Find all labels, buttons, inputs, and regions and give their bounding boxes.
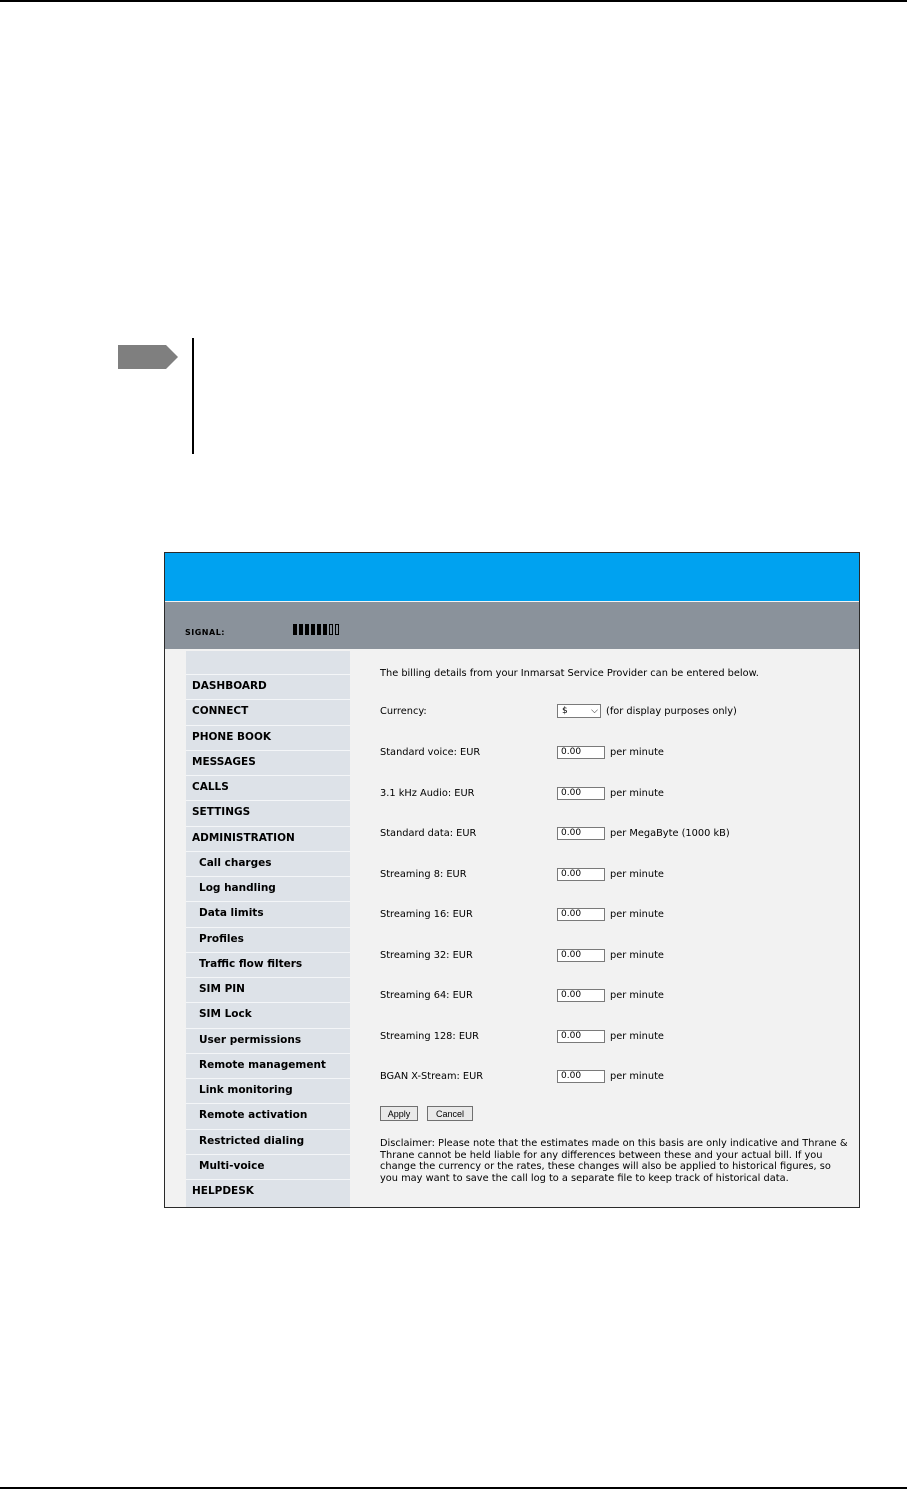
sidebar-item-sim-pin[interactable]: SIM PIN xyxy=(186,977,350,1001)
streaming-32-eur-unit: per minute xyxy=(610,949,664,961)
sidebar-nav xyxy=(186,651,350,1207)
sidebar-item-restricted-dialing[interactable]: Restricted dialing xyxy=(186,1129,350,1153)
bgan-x-stream-eur-label: BGAN X-Stream: EUR xyxy=(380,1071,484,1082)
sidebar-item-calls[interactable]: CALLS xyxy=(186,775,350,799)
signal-strength-meter xyxy=(293,624,339,635)
streaming-64-eur-label: Streaming 64: EUR xyxy=(380,990,473,1001)
signal-label: SIGNAL: xyxy=(185,628,225,637)
sidebar-item-link-monitoring[interactable]: Link monitoring xyxy=(186,1078,350,1102)
currency-select[interactable] xyxy=(557,704,601,718)
signal-segment xyxy=(335,624,339,635)
signal-segment xyxy=(293,624,297,635)
standard-data-eur-input[interactable]: 0.00 xyxy=(557,827,605,840)
standard-voice-eur-label: Standard voice: EUR xyxy=(380,747,481,758)
standard-data-eur-label: Standard data: EUR xyxy=(380,828,477,839)
header-banner xyxy=(165,553,859,601)
note-side-rule xyxy=(192,338,194,454)
streaming-32-eur-input[interactable]: 0.00 xyxy=(557,949,605,962)
standard-data-eur-unit: per MegaByte (1000 kB) xyxy=(610,828,730,839)
streaming-128-eur-input[interactable]: 0.00 xyxy=(557,1030,605,1043)
streaming-16-eur-input[interactable]: 0.00 xyxy=(557,908,605,921)
sidebar-item-user-permissions[interactable]: User permissions xyxy=(186,1028,350,1052)
streaming-8-eur-unit: per minute xyxy=(610,868,664,880)
signal-segment xyxy=(299,624,303,635)
currency-select-value: $ xyxy=(562,706,568,716)
streaming-16-eur-unit: per minute xyxy=(610,909,664,920)
streaming-64-eur-unit: per minute xyxy=(610,990,664,1001)
signal-segment xyxy=(311,624,315,635)
currency-note: (for display purposes only) xyxy=(606,706,737,717)
chevron-down-icon: ⌵ xyxy=(591,706,598,716)
bgan-x-stream-eur-input[interactable]: 0.00 xyxy=(557,1070,605,1083)
sidebar-item-settings[interactable]: SETTINGS xyxy=(186,800,350,824)
3-1-khz-audio-eur-unit: per minute xyxy=(610,787,664,799)
streaming-8-eur-label: Streaming 8: EUR xyxy=(380,868,467,880)
sidebar-item-profiles[interactable]: Profiles xyxy=(186,927,350,951)
currency-label: Currency: xyxy=(380,706,427,717)
sidebar-item-remote-activation[interactable]: Remote activation xyxy=(186,1103,350,1127)
intro-text: The billing details from your Inmarsat Service Provider can be entered below. xyxy=(380,668,759,679)
sidebar-item-administration[interactable]: ADMINISTRATION xyxy=(186,826,350,850)
note-arrow-icon xyxy=(118,345,178,369)
apply-button[interactable]: Apply xyxy=(380,1106,418,1121)
streaming-64-eur-input[interactable]: 0.00 xyxy=(557,989,605,1002)
bgan-x-stream-eur-unit: per minute xyxy=(610,1071,664,1082)
signal-bar xyxy=(165,602,859,649)
page-top-rule xyxy=(0,0,907,2)
signal-segment xyxy=(317,624,321,635)
signal-segment xyxy=(329,624,333,635)
sidebar-item-call-charges[interactable]: Call charges xyxy=(186,851,350,875)
standard-voice-eur-unit: per minute xyxy=(610,747,664,758)
streaming-128-eur-unit: per minute xyxy=(610,1030,664,1042)
sidebar-item-helpdesk[interactable]: HELPDESK xyxy=(186,1179,350,1203)
3-1-khz-audio-eur-input[interactable]: 0.00 xyxy=(557,787,605,800)
signal-segment xyxy=(305,624,309,635)
disclaimer-text: Disclaimer: Please note that the estimates made on this basis are only indicative and Thrane & Thrane cannot be held liable for any differences between these and your actual bill. If you change the currency or the rates, these changes will also be applied to historical figures, so you may want to save the call log to a separate file to keep track of historical data. xyxy=(380,1138,848,1184)
cancel-button[interactable]: Cancel xyxy=(427,1106,473,1121)
streaming-128-eur-label: Streaming 128: EUR xyxy=(380,1030,479,1042)
3-1-khz-audio-eur-label: 3.1 kHz Audio: EUR xyxy=(380,787,475,799)
sidebar-item-data-limits[interactable]: Data limits xyxy=(186,901,350,925)
sidebar-item-connect[interactable]: CONNECT xyxy=(186,699,350,723)
sidebar-item-phone-book[interactable]: PHONE BOOK xyxy=(186,725,350,749)
streaming-16-eur-label: Streaming 16: EUR xyxy=(380,909,473,920)
web-interface-screenshot xyxy=(164,552,860,1208)
signal-segment xyxy=(323,624,327,635)
standard-voice-eur-input[interactable]: 0.00 xyxy=(557,746,605,759)
sidebar-item-dashboard[interactable]: DASHBOARD xyxy=(186,674,350,698)
sidebar-item-log-handling[interactable]: Log handling xyxy=(186,876,350,900)
sidebar-item-sim-lock[interactable]: SIM Lock xyxy=(186,1002,350,1026)
streaming-8-eur-input[interactable]: 0.00 xyxy=(557,868,605,881)
sidebar-item-remote-management[interactable]: Remote management xyxy=(186,1053,350,1077)
sidebar-item-traffic-flow-filters[interactable]: Traffic flow filters xyxy=(186,952,350,976)
streaming-32-eur-label: Streaming 32: EUR xyxy=(380,949,473,961)
sidebar-item-multi-voice[interactable]: Multi-voice xyxy=(186,1154,350,1178)
sidebar-item-messages[interactable]: MESSAGES xyxy=(186,750,350,774)
